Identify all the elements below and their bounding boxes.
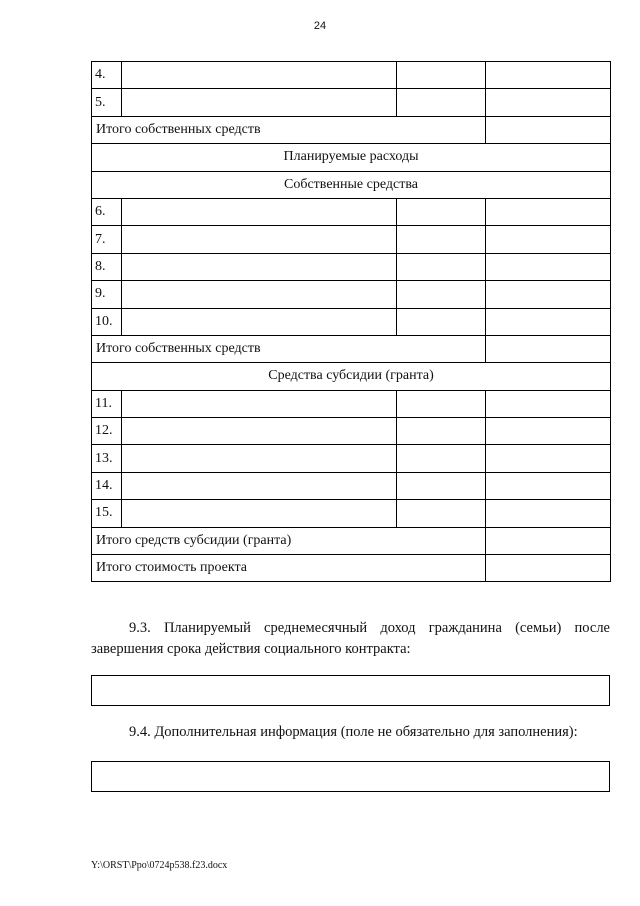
item-qty-cell[interactable] [397,253,486,280]
item-qty-cell[interactable] [397,445,486,472]
table-row [92,445,611,472]
item-name-cell[interactable] [122,472,397,499]
row-number: 4. [92,62,122,89]
item-name-cell[interactable] [122,418,397,445]
item-cost-cell[interactable] [486,472,611,499]
row-number: 10. [92,308,122,335]
item-name-cell[interactable] [122,253,397,280]
table-row [92,226,611,253]
item-name-cell[interactable] [122,89,397,116]
row-number: 5. [92,89,122,116]
table-row [92,390,611,417]
item-qty-cell[interactable] [397,390,486,417]
item-name-cell[interactable] [122,281,397,308]
table-row [92,500,611,527]
item-qty-cell[interactable] [397,226,486,253]
row-number: 8. [92,253,122,280]
table-row [92,472,611,499]
row-number: 7. [92,226,122,253]
item-name-cell[interactable] [122,445,397,472]
planned-expenses-header: Планируемые расходы [92,144,611,171]
table-row [92,281,611,308]
item-qty-cell[interactable] [397,500,486,527]
item-name-cell[interactable] [122,198,397,225]
item-cost-cell[interactable] [486,390,611,417]
section-header-row [92,171,611,198]
row-number: 14. [92,472,122,499]
item-name-cell[interactable] [122,308,397,335]
expense-table [91,61,611,582]
item-cost-cell[interactable] [486,418,611,445]
total-row [92,116,611,143]
row-number: 12. [92,418,122,445]
item-qty-cell[interactable] [397,418,486,445]
table-row [92,253,611,280]
item-name-cell[interactable] [122,226,397,253]
section-header-row [92,144,611,171]
section-9-3-text: 9.3. Планируемый среднемесячный доход гражданина (семьи) после завершения срока действия социального контракта: [91,620,610,657]
item-name-cell[interactable] [122,390,397,417]
table-row [92,418,611,445]
item-cost-cell[interactable] [486,253,611,280]
item-cost-cell[interactable] [486,198,611,225]
total-own-funds-value[interactable] [486,335,611,362]
row-number: 9. [92,281,122,308]
item-cost-cell[interactable] [486,445,611,472]
item-cost-cell[interactable] [486,500,611,527]
table-row [92,308,611,335]
total-subsidy-label: Итого средств субсидии (гранта) [92,527,486,554]
table-row [92,198,611,225]
item-qty-cell[interactable] [397,198,486,225]
total-row [92,555,611,582]
item-qty-cell[interactable] [397,89,486,116]
total-row [92,527,611,554]
row-number: 6. [92,198,122,225]
item-cost-cell[interactable] [486,62,611,89]
section-9-4-text: 9.4. Дополнительная информация (поле не обязательно для заполнения): [129,724,578,740]
item-cost-cell[interactable] [486,226,611,253]
own-funds-header: Собственные средства [92,171,611,198]
page-number: 24 [313,20,327,32]
total-row [92,335,611,362]
item-name-cell[interactable] [122,500,397,527]
section-header-row [92,363,611,390]
subsidy-funds-header: Средства субсидии (гранта) [92,363,611,390]
footer-file-path: Y:\ORST\Ppo\0724p538.f23.docx [91,860,228,871]
item-qty-cell[interactable] [397,472,486,499]
item-name-cell[interactable] [122,62,397,89]
row-number: 15. [92,500,122,527]
item-cost-cell[interactable] [486,281,611,308]
planned-income-field[interactable] [91,675,610,706]
item-cost-cell[interactable] [486,89,611,116]
total-own-funds-label: Итого собственных средств [92,116,486,143]
item-cost-cell[interactable] [486,308,611,335]
item-qty-cell[interactable] [397,281,486,308]
total-own-funds-value[interactable] [486,116,611,143]
table-row [92,62,611,89]
item-qty-cell[interactable] [397,308,486,335]
total-project-cost-label: Итого стоимость проекта [92,555,486,582]
total-subsidy-value[interactable] [486,527,611,554]
table-row [92,89,611,116]
total-project-cost-value[interactable] [486,555,611,582]
total-own-funds-label: Итого собственных средств [92,335,486,362]
row-number: 13. [92,445,122,472]
row-number: 11. [92,390,122,417]
item-qty-cell[interactable] [397,62,486,89]
additional-info-field[interactable] [91,761,610,792]
